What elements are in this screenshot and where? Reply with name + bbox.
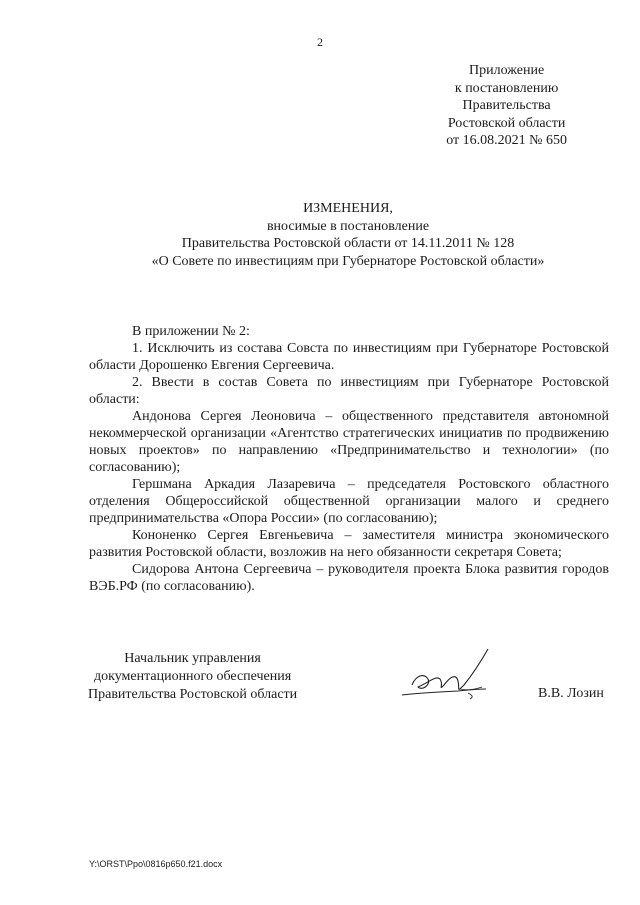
annex-line: Приложение bbox=[469, 63, 545, 78]
title-line: вносимые в постановление bbox=[266, 218, 430, 234]
page-number: 2 bbox=[317, 35, 323, 49]
body-paragraph: Андонова Сергея Леоновича – общественного представителя автономной некоммерческой организации «Агентство стратегических инициатив по продвижению новых проектов» по направлению «Предпринимательство и технологии» (по согласованию); bbox=[89, 409, 609, 475]
body-paragraph: 1. Исключить из состава Совста по инвестициям при Губернаторе Ростовской области Дорошенко Евгения Сергеевича. bbox=[89, 341, 609, 373]
signatory-position-line: Правительства Ростовской области bbox=[88, 687, 298, 702]
file-path-footer: Y:\ORST\Ppo\0816p650.f21.docx bbox=[89, 859, 223, 869]
annex-line: Ростовской области bbox=[447, 115, 566, 131]
signatory-position-line: Начальник управления bbox=[124, 651, 261, 666]
annex-block bbox=[446, 62, 567, 150]
signatory-position bbox=[88, 650, 297, 704]
document-body bbox=[89, 323, 609, 595]
body-paragraph: Гершмана Аркадия Лазаревича – председателя Ростовского областного отделения Общероссийской общественной организации малого и среднего предпринимательства «Опора России» (по согласованию); bbox=[89, 477, 609, 526]
body-paragraph: Сидорова Антона Сергеевича – руководителя проекта Блока развития городов ВЭБ.РФ (по согласованию). bbox=[89, 562, 609, 594]
signatory-name: В.В. Лозин bbox=[538, 686, 604, 701]
body-paragraph: 2. Ввести в состав Совета по инвестициям при Губернаторе Ростовской области: bbox=[89, 375, 609, 407]
title-heading: ИЗМЕНЕНИЯ, bbox=[303, 201, 393, 216]
annex-line: к постановлению bbox=[454, 80, 559, 96]
title-line: «О Совете по инвестициям при Губернаторе Ростовской области» bbox=[151, 253, 545, 269]
body-paragraph: В приложении № 2: bbox=[132, 324, 250, 339]
body-paragraph: Кононенко Сергея Евгеньевича – заместителя министра экономического развития Ростовской области, возложив на него обязанности секретаря Совета; bbox=[89, 528, 609, 560]
annex-line: Правительства bbox=[462, 98, 551, 113]
document-title bbox=[88, 200, 608, 270]
annex-line: от 16.08.2021 № 650 bbox=[446, 133, 567, 148]
handwritten-signature bbox=[398, 645, 502, 707]
title-line: Правительства Ростовской области от 14.11.2011 № 128 bbox=[181, 236, 515, 251]
signatory-position-line: документационного обеспечения bbox=[93, 669, 292, 684]
